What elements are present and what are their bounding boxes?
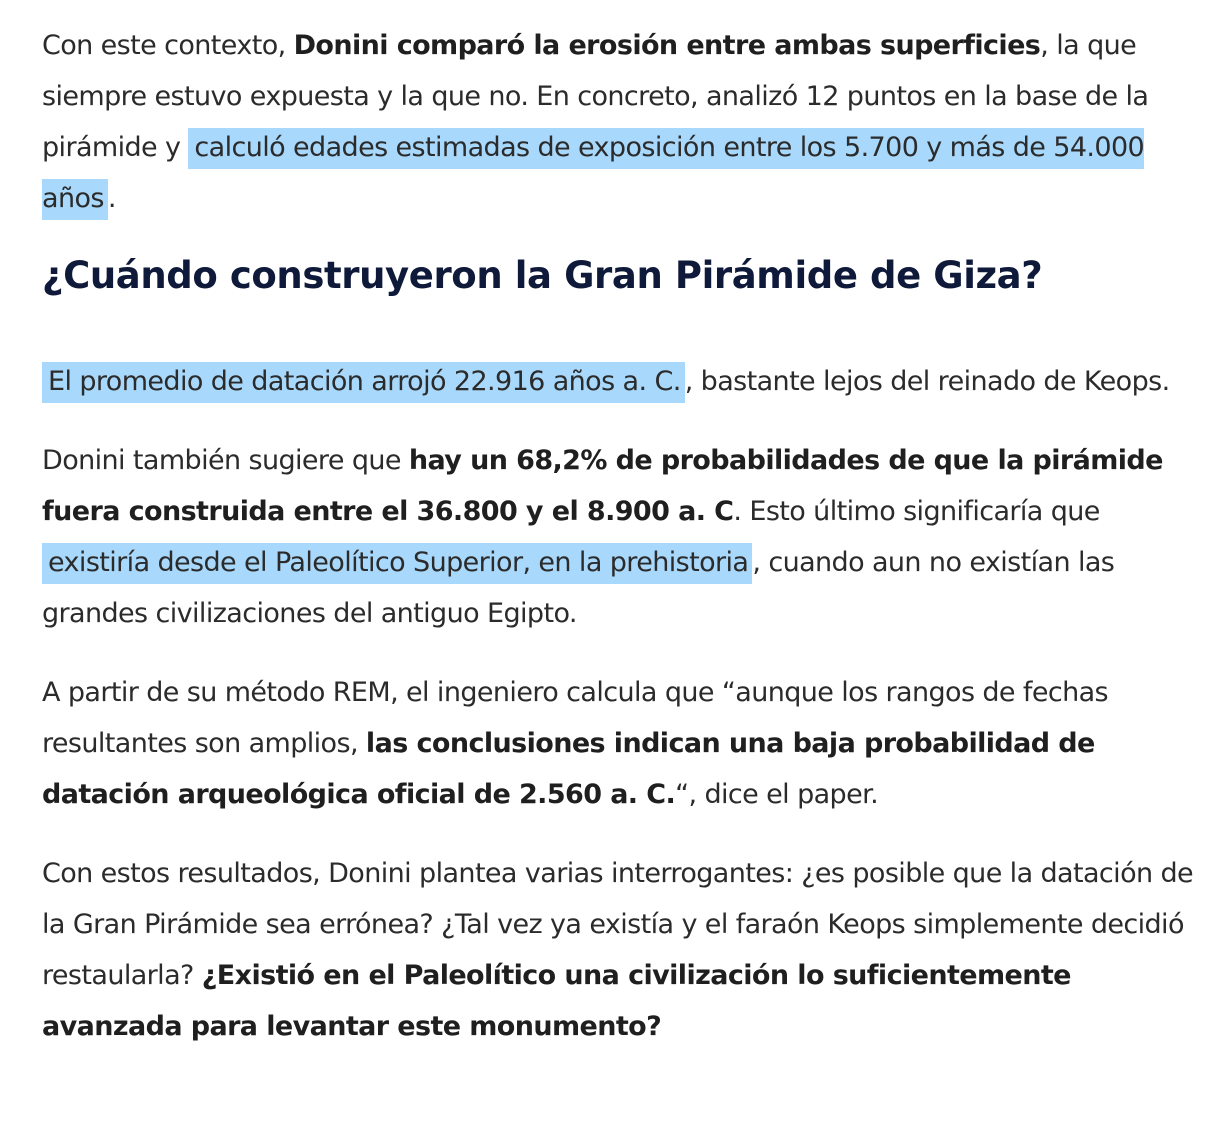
section-heading: ¿Cuándo construyeron la Gran Pirámide de Giza? [42, 254, 1043, 297]
paragraph-4 [42, 667, 1194, 820]
paragraph-3-highlight: existiría desde el Paleolítico Superior, en la prehistoria [42, 543, 752, 584]
paragraph-4-text-1: A partir de su método REM, el ingeniero calcula que “aunque los rangos de fechas resultantes son amplios, [42, 677, 1109, 759]
paragraph-2-text-1: , bastante lejos del reinado de Keops. [684, 366, 1170, 397]
paragraph-3-text-2: . Esto último significaría que [733, 496, 1100, 527]
paragraph-1-bold: Donini comparó la erosión entre ambas superficies [293, 30, 1041, 61]
article-body [42, 20, 1194, 1080]
paragraph-5 [42, 848, 1194, 1052]
paragraph-1-text-1: Con este contexto, [42, 30, 294, 61]
paragraph-1-highlight: calculó edades estimadas de exposición entre los 5.700 y más de 54.000 años [42, 128, 1144, 220]
paragraph-1-text-3: . [107, 183, 116, 214]
paragraph-3-bold: hay un 68,2% de probabilidades de que la pirámide fuera construida entre el 36.800 y el 8.900 a. C [42, 445, 1163, 527]
paragraph-2-highlight: El promedio de datación arrojó 22.916 años a. C. [42, 362, 685, 403]
paragraph-3-text-3: , cuando aun no existían las grandes civilizaciones del antiguo Egipto. [42, 547, 1115, 629]
paragraph-1-text-2: , la que siempre estuvo expuesta y la que no. En concreto, analizó 12 puntos en la base de la pirámide y [42, 30, 1149, 163]
paragraph-4-text-2: “, dice el paper. [675, 779, 879, 810]
paragraph-3 [42, 435, 1194, 639]
paragraph-5-text-1: Con estos resultados, Donini plantea varias interrogantes: ¿es posible que la datación de la Gran Pirámide sea errónea? ¿Tal vez ya existía y el faraón Keops simplemente decidió restaularla? [42, 858, 1194, 991]
paragraph-2 [42, 356, 1194, 407]
paragraph-1 [42, 20, 1194, 224]
paragraph-4-bold: las conclusiones indican una baja probabilidad de datación arqueológica oficial de 2.560 a. C. [42, 728, 1095, 810]
paragraph-3-text-1: Donini también sugiere que [42, 445, 409, 476]
paragraph-5-bold: ¿Existió en el Paleolítico una civilización lo suficientemente avanzada para levantar este monumento? [42, 960, 1071, 1042]
